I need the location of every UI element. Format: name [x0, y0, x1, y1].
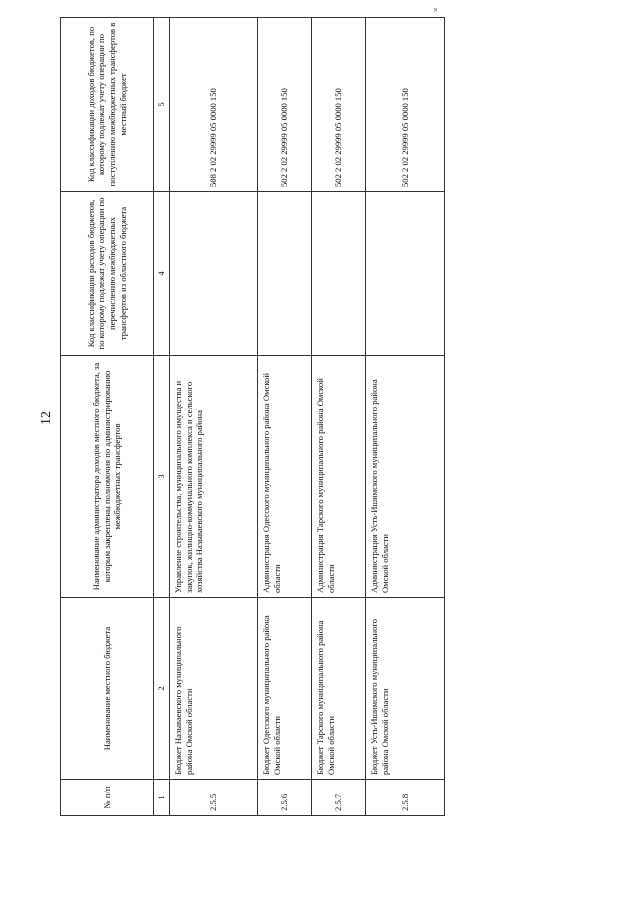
administrator-name: Администрация Одесского муниципального района Омской области: [258, 356, 312, 598]
index-cell: 4: [154, 192, 170, 356]
table-row: [366, 18, 445, 816]
budget-name: Бюджет Тарского муниципального района Омской области: [312, 598, 366, 780]
header-expense-code: Код классификации расходов бюджетов, по которому подлежат учету операции по перечислению межбюджетных трансфертов из областного бюджета: [61, 192, 154, 356]
expense-code: [170, 192, 258, 356]
table-row: [312, 18, 366, 816]
administrator-name: Управление строительства, муниципального имущества и закупок, жилищно-коммунального комплекса и сельского хозяйства Называевского муниципального района: [170, 356, 258, 598]
corner-mark: ×: [433, 5, 439, 15]
row-number: 2.5.7: [312, 780, 366, 816]
income-code: 508 2 02 29999 05 0000 150: [170, 18, 258, 192]
income-code: 502 2 02 29999 05 0000 150: [366, 18, 445, 192]
transfers-table: [60, 17, 445, 816]
table-row: [170, 18, 258, 816]
table-row: [258, 18, 312, 816]
page-number: 12: [39, 411, 54, 425]
index-cell: 5: [154, 18, 170, 192]
index-row: [154, 18, 170, 816]
header-budget-name: Наименование местного бюджета: [61, 598, 154, 780]
row-number: 2.5.5: [170, 780, 258, 816]
header-row: [61, 18, 154, 816]
budget-name: Бюджет Усть-Ишимского муниципального района Омской области: [366, 598, 445, 780]
row-number: 2.5.8: [366, 780, 445, 816]
income-code: 502 2 02 29999 05 0000 150: [258, 18, 312, 192]
administrator-name: Администрация Усть-Ишимского муниципального района Омской области: [366, 356, 445, 598]
index-cell: 2: [154, 598, 170, 780]
administrator-name: Администрация Тарского муниципального района Омской области: [312, 356, 366, 598]
index-cell: 1: [154, 780, 170, 816]
budget-name: Бюджет Одесского муниципального района Омской области: [258, 598, 312, 780]
expense-code: [366, 192, 445, 356]
row-number: 2.5.6: [258, 780, 312, 816]
budget-name: Бюджет Называевского муниципального района Омской области: [170, 598, 258, 780]
header-administrator: Наименование администратора доходов местного бюджета, за которым закреплены полномочия по администрированию межбюджетных трансфертов: [61, 356, 154, 598]
header-num: № п/п: [61, 780, 154, 816]
expense-code: [258, 192, 312, 356]
rotated-table-wrapper: [60, 18, 444, 816]
income-code: 502 2 02 29999 05 0000 150: [312, 18, 366, 192]
header-income-code: Код классификации доходов бюджетов, по которому подлежат учету операции по поступлению межбюджетных трансфертов в местный бюджет: [61, 18, 154, 192]
expense-code: [312, 192, 366, 356]
index-cell: 3: [154, 356, 170, 598]
